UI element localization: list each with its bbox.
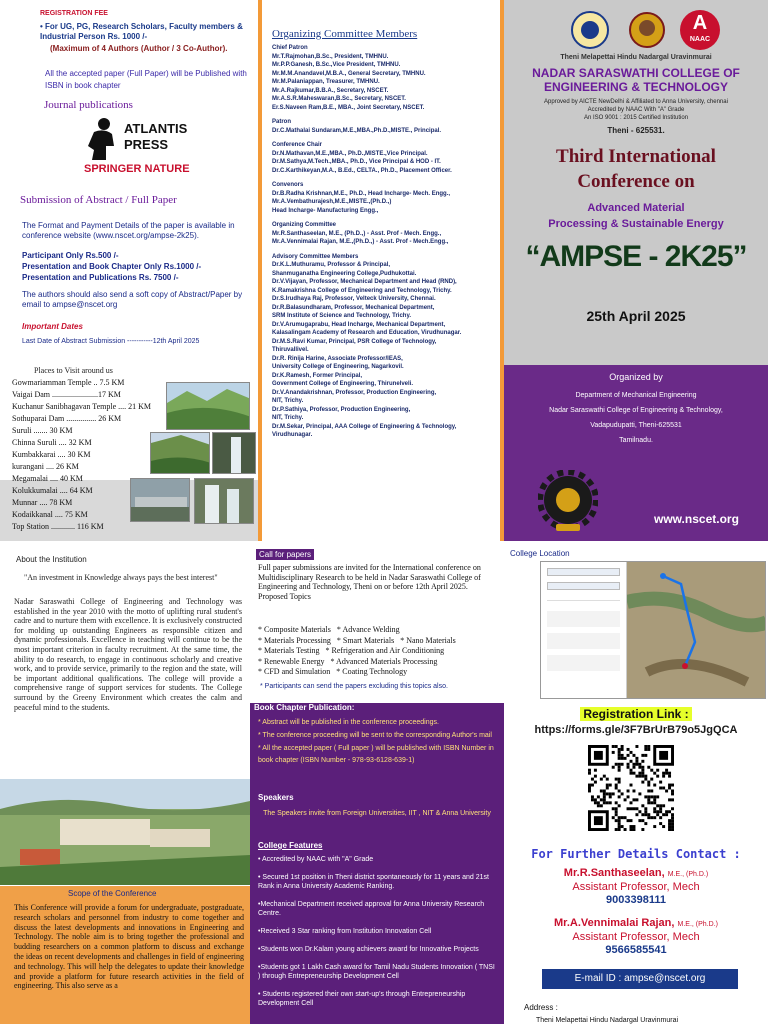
committee-member: Dr.K.Ramesh, Former Principal,: [272, 372, 363, 379]
feature-item: • Secured 1st position in Theni district spontaneously for 11 years and 21st Rank in Anna University Academic Ranking.: [258, 874, 489, 890]
committee-member: Mr.M.M.Anandavel,M.B.A., General Secretary, TMHNU.: [272, 70, 426, 77]
address-line: Theni Melapettai Hindu Nadargal Uravinmurai: [536, 1017, 679, 1024]
hills-photo: [166, 382, 250, 430]
organizer-dept: Department of Mechanical Engineering: [575, 392, 697, 399]
scope-text: This Conference will provide a forum for undergraduate, postgraduate, research scholars and personnel from industry to come together and discuss the latest developments and innovations in Engineering and Technology. The noble aim is to bring together the professional and budding researchers on a common platform to discuss and exchange the ideas on recent developments and challenges in field of engineering and technology. This will help the delegates to update their knowledge and provide a platform for future research activities in the field of engineering. This also serve as a: [14, 903, 244, 991]
contact1-phone[interactable]: 9003398111: [606, 894, 666, 906]
college-approvals: [504, 98, 768, 122]
committee-section-title: Patron: [272, 119, 292, 125]
organizer-state: Tamilnadu.: [619, 437, 653, 444]
topic-row: [258, 636, 502, 647]
location-heading: College Location: [510, 549, 570, 558]
place-item: Megamalai .... 40 KM: [12, 474, 83, 483]
tea-photo: [150, 432, 210, 474]
organizer-details: [504, 388, 768, 448]
committee-member: Kalasalingam Academy of Research and Education, Virudhunagar.: [272, 330, 462, 336]
committee-member: University College of Engineering, Nagarkovil.: [272, 364, 404, 370]
falls-photo: [194, 478, 254, 524]
committee-member: Dr.R. Rinija Harine, Associate Professor/IEAS,: [272, 355, 403, 362]
contact2-name: Mr.A.Vennimalai Rajan,: [554, 917, 675, 929]
map-directions-panel[interactable]: [541, 562, 627, 699]
topic-item: * Materials Testing: [258, 646, 320, 656]
places-heading: Places to Visit around us: [34, 366, 113, 375]
topic-item: * Renewable Energy: [258, 656, 325, 666]
atlantis-logo: ATLANTIS PRESS: [124, 121, 188, 152]
committee-member: Dr.V.Vijayan, Professor, Mechanical Department and Head (RND),: [272, 279, 457, 285]
topic-item: * Materials Processing: [258, 635, 331, 645]
committee-member: SRM Institute of Science and Technology, Trichy.: [272, 313, 412, 319]
place-item: Kuchanur Sanibhagavan Temple .... 21 KM: [12, 402, 152, 411]
submission-heading: Submission of Abstract / Full Paper: [20, 194, 177, 206]
college-logo-icon: [570, 10, 610, 50]
qr-code-icon[interactable]: [588, 745, 674, 831]
place-item: Chinna Suruli .... 32 KM: [12, 438, 92, 447]
about-heading: About the Institution: [16, 555, 87, 564]
committee-section-title: Advisory Committee Members: [272, 253, 359, 260]
topic-item: * Advanced Materials Processing: [330, 656, 438, 666]
conference-date: 25th April 2025: [586, 308, 686, 324]
contact2-position: Assistant Professor, Mech: [572, 931, 700, 943]
scope-heading: Scope of the Conference: [68, 889, 157, 898]
place-item: Sothuparai Dam ............... 26 KM: [12, 414, 122, 423]
book-chapter-heading: Book Chapter Publication:: [254, 703, 355, 712]
committee-member: NIT, Trichy.: [272, 415, 304, 421]
topics-heading: Proposed Topics: [258, 591, 311, 601]
organizer-place: Vadapudupatti, Theni-625531: [590, 422, 682, 429]
conference-subtitle: [504, 200, 768, 232]
panel-contact: [504, 541, 768, 1024]
last-date: Last Date of Abstract Submission -----------12th April 2025: [22, 338, 200, 345]
committee-member: Dr.B.Radha Krishnan,M.E., Ph.D., Head Incharge- Mech. Engg.,: [272, 190, 451, 197]
topic-item: * Coating Technology: [336, 667, 408, 677]
subtitle-line2: Processing & Sustainable Energy: [548, 218, 724, 230]
committee-heading: Organizing Committee Members: [272, 28, 418, 40]
accredited-text: Accredited by NAAC With "A" Grade: [587, 107, 685, 113]
feature-item: •Students got 1 Lakh Cash award for Tamil Nadu Students Innovation ( TNSI ) through Entrepreneurship Development Cell: [258, 964, 495, 980]
college-city: Theni - 625531.: [607, 126, 665, 135]
topic-row: [258, 646, 502, 657]
topic-item: * Refrigeration and Air Conditioning: [325, 646, 445, 656]
topics-list: [258, 625, 502, 678]
important-dates-heading: Important Dates: [22, 322, 83, 331]
thinker-icon: [84, 116, 120, 160]
committee-member: Dr.M.Sathya,M.Tech.,MBA., Ph.D., Vice Principal & HOD - IT.: [272, 159, 441, 165]
founder-seal-icon: [628, 10, 666, 50]
college-trust: Theni Melapettai Hindu Nadargal Uravinmurai: [560, 54, 712, 61]
format-text: The Format and Payment Details of the paper is available in conference website (www.nscet.org/ampse-2k25).: [22, 221, 235, 240]
committee-member: NIT, Trichy.: [272, 398, 304, 404]
committee-member: Dr.C.Karthikeyan,M.A., B.Ed., CELTA., Ph.D., Placement Officer.: [272, 167, 452, 174]
place-item: Kumbakkarai .... 30 KM: [12, 450, 91, 459]
map-to-field[interactable]: [547, 582, 620, 590]
contact2-degree: M.E., (Ph.D.): [677, 921, 718, 928]
committee-member: Mr.M.Palaniappan, Treasurer, TMHNU.: [272, 79, 380, 85]
email-box[interactable]: E-mail ID : ampse@nscet.org: [542, 969, 738, 989]
committee-section-title: Conference Chair: [272, 142, 323, 148]
registration-url[interactable]: https://forms.gle/3F7BrUrB79o5JgQCA: [534, 724, 738, 736]
committee-member: Head Incharge- Manufacturing Engg.,: [272, 207, 379, 214]
committee-member: Mr.T.Rajmohan,B.Sc., President, TMHNU.: [272, 53, 389, 60]
route-option[interactable]: [547, 633, 620, 649]
place-item: Suruli ....... 30 KM: [12, 426, 73, 435]
features-list: [258, 855, 498, 1017]
topic-row: [258, 667, 502, 678]
place-item: Kodaikkanal .... 75 KM: [12, 510, 88, 519]
organized-by-heading: Organized by: [609, 372, 663, 382]
place-item: Gowmariamman Temple .. 7.5 KM: [12, 378, 125, 387]
iso-text: An ISO 9001 : 2015 Certified Institution: [583, 115, 689, 121]
address-heading: Address :: [524, 1003, 558, 1012]
committee-member: Dr.R.Balasundharam, Professor, Mechanical Department,: [272, 304, 435, 311]
naac-grade: A: [692, 12, 708, 34]
committee-member: Dr.P.Sathiya, Professor, Production Engineering,: [272, 406, 411, 413]
committee-member: Mr.A.S.R.Maheswaran,B.Sc., Secretary, NSCET.: [272, 96, 406, 102]
about-text: Nadar Saraswathi College of Engineering and Technology was established in the year 2010 with the motto of uplifting rural student's cadre and to nurture them with excellence. It is exclusively constructed for molding up outstanding Engineers as responsible citizen and dynamic professionals. Excellence in teaching will continue to be the most important criterion in faculty recruitment. At the same time, the ability to do research, to engage in continuous scholarly and creative work, and to provide service, primarily to the region and the state, will be important additional qualifications. The college will provide a comprehensive range of support services for students. The College surround by the Greeny Environment which creates the calm and peaceful mind to the students.: [14, 597, 242, 712]
place-item: Vaigai Dam .......................17 KM: [12, 390, 121, 399]
committee-member: Er.S.Naveen Ram,B.E., MBA., Joint Secretary, NSCET.: [272, 104, 425, 111]
registration-line1: • For UG, PG, Research Scholars, Faculty members & Industrial Person Rs. 1000 /-: [40, 22, 243, 41]
contact2-phone[interactable]: 9566585541: [605, 944, 667, 956]
fee-item: Presentation and Book Chapter Only Rs.1000 /-: [22, 262, 202, 271]
fee-item: Presentation and Publications Rs. 7500 /-: [22, 273, 179, 282]
place-item: kurangani .... 26 KM: [12, 462, 79, 471]
panel-call-for-papers: [250, 541, 504, 1024]
committee-member: Government College of Engineering, Thirunelveli.: [272, 381, 414, 387]
feature-item: • Students registered their own start-up's through Entrepreneurship Development Cell: [258, 991, 466, 1007]
about-quote: "An investment in Knowledge always pays the best interest": [24, 573, 218, 582]
website-link[interactable]: www.nscet.org: [654, 512, 739, 526]
approved-text: Approved by AICTE NewDelhi & Affiliated to Anna University, chennai: [544, 99, 728, 105]
registration-heading: REGISTRATION FEE: [40, 10, 108, 17]
committee-member: Dr.S.Irudhaya Raj, Professor, Velteck University, Chennai.: [272, 296, 436, 302]
cfp-body: Full paper submissions are invited for the International conference on Multidisciplinary Research to be held in Nadar Saraswathi College of Engineering and Technology, Theni on or before 12th April 2025.: [258, 563, 481, 591]
book-chapter-item: * All the accepted paper ( Full paper ) will be published with ISBN Number in book chapter (ISBN Number - 978-93-6128-639-1): [258, 744, 494, 765]
panel-about: [0, 541, 250, 1024]
campus-photo: [0, 779, 250, 885]
feature-item: •Mechanical Department received approval for Anna University Research Centre.: [258, 901, 485, 917]
committee-member: Dr.V.Anandakrishnan, Professor, Production Engineering,: [272, 389, 437, 396]
topic-row: [258, 657, 502, 668]
map-from-field[interactable]: [547, 568, 620, 576]
title-line2: Conference on: [577, 171, 695, 192]
soft-copy-text: The authors should also send a soft copy of Abstract/Paper by email to ampse@nscet.org: [22, 290, 243, 309]
committee-member: Mr.P.P.Ganesh, B.Sc.,Vice President, TMHNU.: [272, 62, 401, 68]
registration-link-heading: [504, 707, 768, 721]
fee-item: Participant Only Rs.500 /-: [22, 251, 119, 260]
conference-title: [504, 144, 768, 194]
place-item: Top Station ............ 116 KM: [12, 522, 104, 531]
feature-item: • Accredited by NAAC with "A" Grade: [258, 856, 374, 863]
registration-line2: (Maximum of 4 Authors (Author / 3 Co-Author).: [50, 44, 228, 53]
registration-line3: All the accepted paper (Full Paper) will be Published with ISBN in book chapter: [45, 69, 247, 90]
committee-member: Dr.C.Mathalai Sundaram,M.E.,MBA.,Ph.D.,MISTE., Principal.: [272, 127, 442, 134]
dam-photo: [130, 478, 190, 522]
subtitle-line1: Advanced Material: [587, 202, 685, 214]
topic-item: * CFD and Simulation: [258, 667, 331, 677]
committee-section-title: Chief Patron: [272, 45, 308, 51]
topic-item: * Advance Welding: [336, 625, 400, 634]
committee-member: Shanmuganatha Engineering College,Pudhukottai.: [272, 270, 417, 277]
book-chapter-item: * The conference proceeding will be sent to the corresponding Author's mail: [258, 731, 492, 739]
speakers-text: The Speakers invite from Foreign Universities, IIT , NIT & Anna University: [263, 810, 491, 817]
committee-member: Mr.A.Vennimalai Rajan, M.E.,(Ph.D.,) - Asst. Prof - Mech.Engg.,: [272, 239, 449, 245]
book-chapter-item: * Abstract will be published in the conference proceedings.: [258, 719, 439, 726]
contact1-name: Mr.R.Santhaseelan,: [563, 867, 665, 879]
call-for-papers-text: [258, 563, 502, 601]
organizer-college: Nadar Saraswathi College of Engineering & Technology,: [549, 407, 723, 414]
committee-list: [272, 44, 504, 440]
speakers-heading: Speakers: [258, 793, 294, 802]
reg-heading-text: Registration Link :: [580, 707, 691, 721]
fee-list: [22, 250, 252, 283]
title-line1: Third International: [556, 146, 716, 167]
book-chapter-list: [258, 717, 498, 768]
committee-member: Thiruvallivel.: [272, 347, 309, 353]
springer-logo: SPRINGER NATURE: [84, 163, 190, 175]
committee-member: Mr.A.Rajkumar,B.B.A., Secretary, NSCET.: [272, 87, 389, 94]
place-item: Kolukkumalai .... 64 KM: [12, 486, 93, 495]
features-heading: College Features: [258, 841, 323, 850]
contact1-position: Assistant Professor, Mech: [572, 881, 700, 893]
feature-item: •Students won Dr.Kalam young achievers award for Innovative Projects: [258, 946, 479, 953]
committee-member: Dr.N.Mathavan,M.E.,MBA., Ph.D.,MISTE.,Vice Principal.: [272, 150, 428, 157]
committee-member: Mr.A.Vembathurajesh,M.E.,MISTE.,(Ph.D.,): [272, 199, 392, 205]
panel-registration: [0, 0, 258, 541]
department-gear-icon: [538, 470, 598, 532]
topic-row: [258, 625, 502, 636]
place-item: Munnar .... 78 KM: [12, 498, 73, 507]
naac-badge: [680, 10, 720, 50]
route-option[interactable]: [547, 655, 620, 671]
conference-acronym: “AMPSE - 2K25”: [525, 240, 747, 273]
committee-member: Dr.K.L.Muthuramu, Professor & Principal,: [272, 262, 391, 268]
route-option[interactable]: [547, 611, 620, 627]
waterfall-photo: [212, 432, 256, 474]
committee-section-title: Organizing Committee: [272, 222, 337, 228]
topics-note: * Participants can send the papers excluding this topics also.: [260, 683, 448, 690]
journal-heading: Journal publications: [44, 99, 133, 111]
topic-item: * Nano Materials: [400, 635, 456, 645]
committee-member: Virudhunagar.: [272, 432, 313, 438]
contact1-degree: M.E., (Ph.D.): [667, 871, 709, 878]
feature-item: •Received 3 Star ranking from Institution Innovation Cell: [258, 928, 432, 935]
committee-section-title: Convenors: [272, 182, 304, 188]
college-map[interactable]: [540, 561, 766, 699]
naac-label: NAAC: [689, 36, 711, 43]
committee-member: Dr.M.Sekar, Principal, AAA College of Engineering & Technology,: [272, 423, 457, 430]
map-satellite-view[interactable]: [627, 562, 766, 699]
panel-committee: [258, 0, 504, 541]
panel-title: [504, 0, 768, 541]
committee-member: Mr.R.Santhaseelan, M.E., (Ph.D.,) - Asst. Prof - Mech. Engg.,: [272, 230, 442, 237]
committee-member: Dr.V.Arumugaprabu, Head Incharge, Mechanical Department,: [272, 321, 446, 328]
committee-member: Dr.M.S.Ravi Kumar, Principal, PSR College of Technology,: [272, 338, 437, 345]
committee-member: K.Ramakrishna College of Engineering and Technology, Trichy.: [272, 287, 452, 294]
call-for-papers-heading: Call for papers: [256, 549, 314, 560]
contact-heading: For Further Details Contact :: [531, 847, 741, 861]
contact-persons: [504, 867, 768, 957]
topic-item: * Composite Materials: [258, 625, 331, 634]
topic-item: * Smart Materials: [336, 635, 395, 645]
college-name: NADAR SARASWATHI COLLEGE OF ENGINEERING & TECHNOLOGY: [532, 66, 740, 94]
